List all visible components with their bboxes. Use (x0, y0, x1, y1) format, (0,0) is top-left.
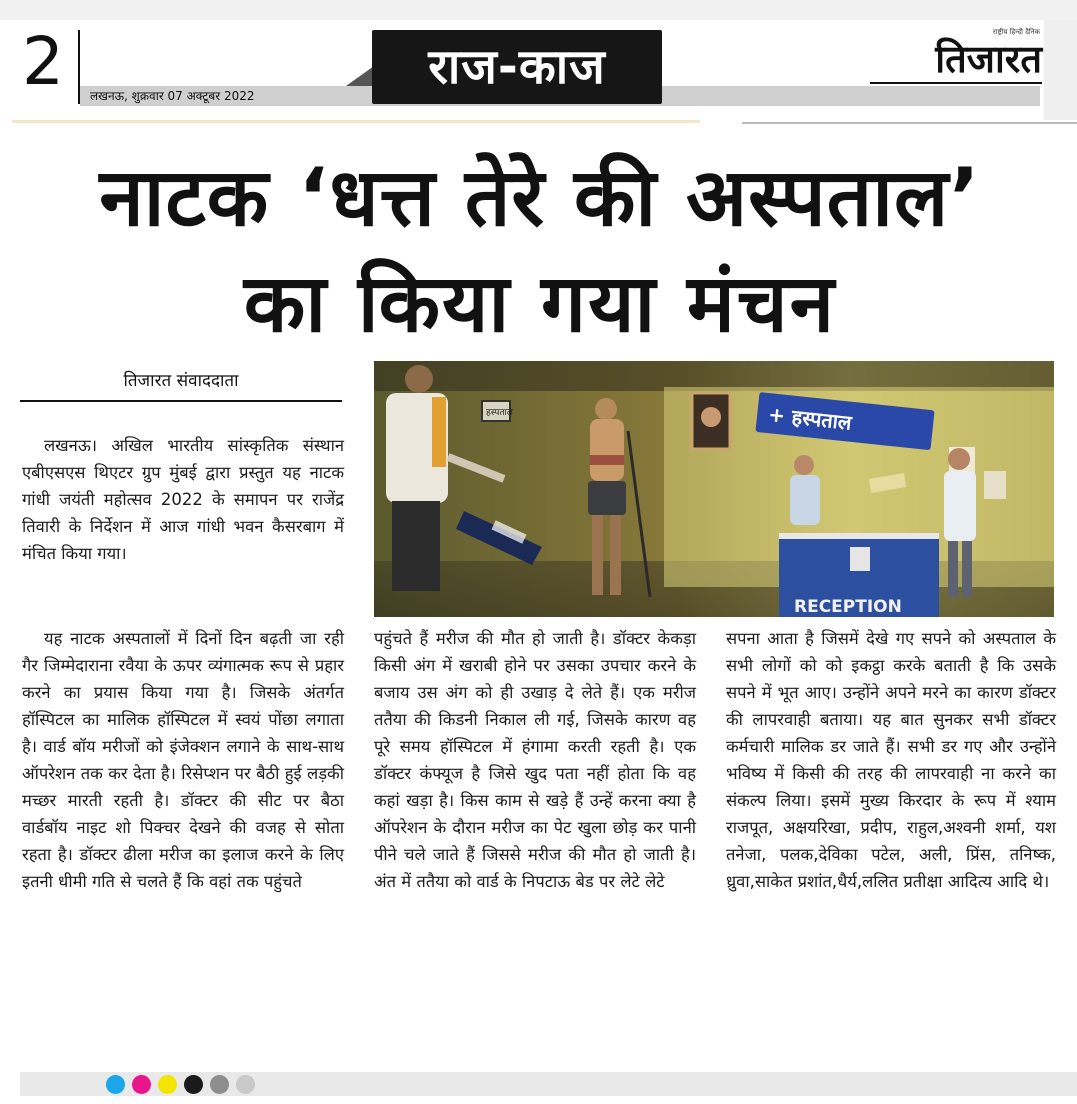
section-title: राज-काज (428, 39, 606, 95)
print-dot-yellow (158, 1075, 177, 1094)
reception-desk-top (779, 533, 939, 539)
byline: तिजारत संवाददाता (123, 371, 239, 391)
actor-center-head (595, 398, 617, 420)
wall-poster-2 (984, 471, 1006, 499)
actor-right-head (948, 448, 970, 470)
print-dot-cyan (106, 1075, 125, 1094)
print-registration-strip (20, 1072, 1077, 1096)
header-divider-left (12, 120, 700, 123)
portrait-face (701, 407, 721, 427)
actor-center-torso (590, 419, 624, 481)
article-column-3: सपना आता है जिसमें देखे गए सपने को अस्पताल के सभी लोगों को को इकट्ठा करके बताती है कि उसके सपने में भूत आए। उन्होंने अपने मरने का कारण डॉक्टर की लापरवाही बताया। यह बात सुनकर सभी डॉक्टर कर्मचारी मालिक डर जाते हैं। सभी डर गए और उन्होंने भविष्य में किसी की तरह की लापरवाही ना करने का संकल्प लिया। इसमें मुख्य किरदार के रूप में श्याम राजपूत, अक्षयरिखा, प्रदीप, राहुल,अश्वनी शर्मा, यश तनेजा, पलक,देविका पटेल, अली, प्रिंस, तनिष्क, ध्रुवा,साकेत प्रशांत,धैर्य,ललित प्रतीक्षा आदित्य आदि थे। (726, 629, 1056, 891)
actor-left-head (405, 365, 433, 393)
right-margin-band (1044, 20, 1077, 120)
actor-left-legs (392, 501, 440, 591)
stage-top-shadow (374, 361, 1054, 391)
print-dot-black (184, 1075, 203, 1094)
actor-right-leg-1 (948, 541, 958, 597)
article-photo (374, 361, 1054, 617)
headline (20, 148, 1060, 360)
actor-center-belt (590, 455, 624, 465)
dateline: लखनऊ, शुक्रवार 07 अक्टूबर 2022 (90, 89, 255, 103)
section-label-arrow (346, 46, 374, 86)
actor-right-leg-2 (962, 541, 972, 597)
byline-rule (20, 400, 342, 402)
article-paragraph-2: यह नाटक अस्पतालों में दिनों दिन बढ़ती जा रही गैर जिम्मेदाराना रवैया के ऊपर व्यंगात्मक रूप से प्रहार करने का प्रयास किया गया है। जिसके अंतर्गत हॉस्पिटल का मालिक हॉस्पिटल में स्वयं पोंछा लगाता है। वार्ड बॉय मरीजों को इंजेक्शन लगाने के साथ-साथ ऑपरेशन तक कर देता है। रिसेप्शन पर बैठी हुई लड़की मच्छर मारती रहती है। डॉक्टर की सीट पर बैठा वार्डबॉय नाइट शो पिक्चर देखने की वजह से सोता रहता है। डॉक्टर ढीला मरीज का इलाज करने के लिए इतनी धीमी गति से चलते हैं कि वहां तक पहुंचते (22, 629, 344, 891)
top-margin-band (0, 0, 1077, 20)
actor-receptionist-head (794, 455, 814, 475)
actor-left-scarf (432, 397, 446, 467)
headline-line-1: नाटक ‘धत्त तेरे की अस्पताल’ (99, 151, 981, 244)
reception-sign-text: RECEPTION (794, 597, 902, 617)
actor-center-leg-1 (592, 515, 603, 595)
article-column-2: पहुंचते हैं मरीज की मौत हो जाती है। डॉक्टर केकड़ा किसी अंग में खराबी होने पर उसका उपचार करने के बजाय उस अंग को ही उखाड़ दे लेते हैं। एक मरीज ततैया की किडनी निकाल ली गई, जिसके कारण वह पूरे समय हॉस्पिटल में हंगामा करती रहती है। एक डॉक्टर कंफ्यूज है जिसे खुद पता नहीं होता कि वह कहां खड़ा है। किस काम से खड़े हैं उन्हें करना क्या है ऑपरेशन के दौरान मरीज का पेट खुला छोड़ कर पानी पीने चले जाते हैं जिससे मरीज की मौत हो जाती है। अंत में ततैया को वार्ड के निपटाऊ बेड पर लेटे लेटे (374, 629, 696, 891)
headline-line-2: का किया गया मंचन (243, 257, 837, 350)
print-dot-lightgray (236, 1075, 255, 1094)
masthead-underline (870, 82, 1042, 84)
stage-scene-illustration (374, 361, 1054, 617)
wall-sign-left: हस्पताल (486, 408, 513, 418)
actor-right-body (944, 471, 976, 541)
masthead: तिजारत (935, 36, 1042, 81)
hospital-sign-text: + हस्पताल (767, 402, 853, 435)
actor-center-shorts (588, 481, 626, 515)
print-dot-magenta (132, 1075, 151, 1094)
page-number: 2 (22, 23, 64, 100)
actor-center-leg-2 (610, 515, 621, 595)
reception-desk-emblem (850, 547, 870, 571)
masthead-tagline: राष्ट्रीय हिन्दी दैनिक (992, 28, 1040, 36)
print-dot-gray (210, 1075, 229, 1094)
article-paragraph-1: लखनऊ। अखिल भारतीय सांस्कृतिक संस्थान एबीएसएस थिएटर ग्रुप मुंबई द्वारा प्रस्तुत यह नाटक गांधी जयंती महोत्सव 2022 के समापन पर राजेंद्र तिवारी के निर्देशन में आज गांधी भवन कैसरबाग में मंचित किया गया। (22, 436, 344, 563)
header-divider-right (742, 122, 1077, 124)
actor-receptionist-body (790, 475, 820, 525)
